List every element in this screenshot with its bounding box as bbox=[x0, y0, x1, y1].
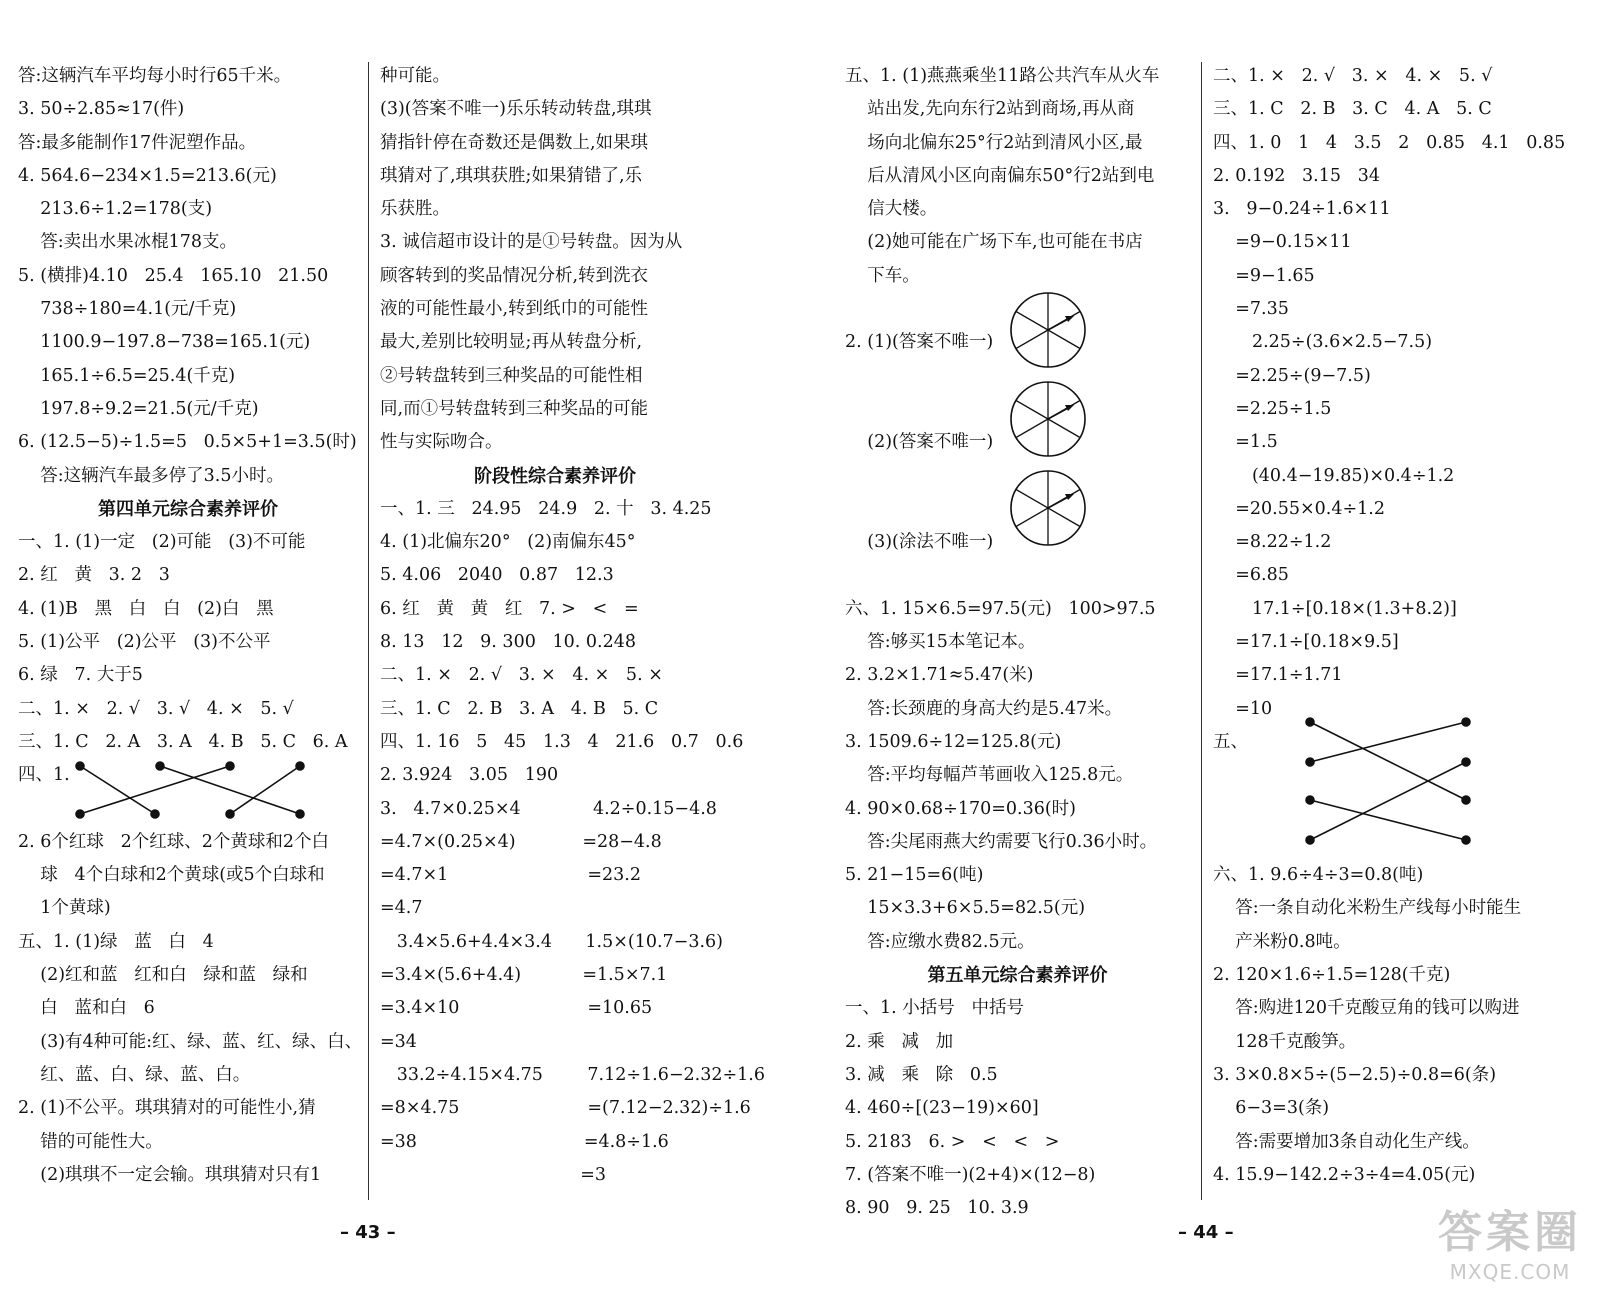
answer-line: 二、1. × 2. √ 3. √ 4. × 5. √ bbox=[18, 698, 294, 719]
answer-line: =9−0.15×11 bbox=[1213, 232, 1352, 253]
answer-line: 三、1. C 2. B 3. A 4. B 5. C bbox=[380, 698, 659, 719]
answer-line: (2)琪琪不一定会输。琪琪猜对只有1 bbox=[18, 1164, 322, 1185]
answer-line: =3.4×(5.6+4.4) =1.5×7.1 bbox=[380, 965, 668, 986]
answer-line: 六、1. 9.6÷4÷3=0.8(吨) bbox=[1213, 865, 1424, 886]
answer-line: 答:长颈鹿的身高大约是5.47米。 bbox=[845, 698, 1123, 719]
answer-line: 7. (答案不唯一)(2+4)×(12−8) bbox=[845, 1164, 1096, 1185]
answer-line: 四、1. bbox=[18, 765, 70, 786]
answer-line: 6. (12.5−5)÷1.5=5 0.5×5+1=3.5(时) bbox=[18, 432, 357, 453]
answer-line: =4.7×1 =23.2 bbox=[380, 865, 641, 886]
answer-line: =4.7×(0.25×4) =28−4.8 bbox=[380, 831, 662, 852]
match-dot bbox=[1306, 836, 1314, 844]
answer-line: 6. 红 黄 黄 红 7. > < = bbox=[380, 598, 639, 619]
answer-line: 答:购进120千克酸豆角的钱可以购进 bbox=[1213, 998, 1520, 1019]
match-dot bbox=[1306, 758, 1314, 766]
answer-line: 8. 90 9. 25 10. 3.9 bbox=[845, 1198, 1029, 1219]
answer-line: 1100.9−197.8−738=165.1(元) bbox=[18, 332, 311, 353]
answer-line: 五、 bbox=[1213, 731, 1248, 752]
match-dot bbox=[226, 810, 234, 818]
answer-line: 2. 0.192 3.15 34 bbox=[1213, 165, 1380, 186]
spinner-wheel-2 bbox=[1008, 379, 1088, 459]
answer-line: 答:尖尾雨燕大约需要飞行0.36小时。 bbox=[845, 831, 1158, 852]
answer-line: 2. 红 黄 3. 2 3 bbox=[18, 565, 170, 586]
match-dot bbox=[76, 810, 84, 818]
answer-line: 3. 50÷2.85≈17(件) bbox=[18, 99, 185, 120]
answer-line: 213.6÷1.2=178(支) bbox=[18, 199, 213, 220]
column-4 bbox=[1213, 60, 1573, 1192]
answer-line: 3. 9−0.24÷1.6×11 bbox=[1213, 199, 1391, 220]
answer-line: 738÷180=4.1(元/千克) bbox=[18, 299, 237, 320]
answer-line: 3. 3×0.8×5÷(5−2.5)÷0.8=6(条) bbox=[1213, 1064, 1497, 1085]
match-dot bbox=[1306, 718, 1314, 726]
answer-line: =6.85 bbox=[1213, 565, 1289, 586]
answer-line: 二、1. × 2. √ 3. × 4. × 5. √ bbox=[1213, 66, 1493, 86]
answer-line: 2. 120×1.6÷1.5=128(千克) bbox=[1213, 965, 1451, 986]
answer-line: 错的可能性大。 bbox=[18, 1131, 163, 1152]
answer-line: 2. 6个红球 2个红球、2个黄球和2个白 bbox=[18, 831, 329, 852]
answer-line: 种可能。 bbox=[380, 66, 450, 86]
answer-line: 性与实际吻合。 bbox=[380, 432, 503, 453]
answer-line: 答:一条自动化米粉生产线每小时能生 bbox=[1213, 898, 1522, 919]
section-heading: 第五单元综合素养评价 bbox=[927, 965, 1108, 987]
answer-line: 四、1. 16 5 45 1.3 4 21.6 0.7 0.6 bbox=[380, 731, 744, 752]
answer-line: (3)(涂法不唯一) bbox=[845, 532, 994, 553]
matching-diagram-right bbox=[1290, 710, 1490, 860]
answer-line: 球 4个白球和2个黄球(或5个白球和 bbox=[18, 865, 325, 886]
answer-line: 站出发,先向东行2站到商场,再从商 bbox=[845, 99, 1135, 120]
answer-line: (3)有4种可能:红、绿、蓝、红、绿、白、 bbox=[18, 1031, 363, 1052]
answer-line: 3. 1509.6÷12=125.8(元) bbox=[845, 731, 1062, 752]
section-heading: 第四单元综合素养评价 bbox=[98, 498, 278, 520]
answer-line: =9−1.65 bbox=[1213, 265, 1315, 286]
answer-line: =2.25÷(9−7.5) bbox=[1213, 365, 1371, 386]
answer-line: 33.2÷4.15×4.75 7.12÷1.6−2.32÷1.6 bbox=[380, 1064, 765, 1085]
answer-line: 4. (1)北偏东20° (2)南偏东45° bbox=[380, 532, 636, 553]
answer-line: 答:平均每幅芦苇画收入125.8元。 bbox=[845, 765, 1134, 786]
answer-line: 1个黄球) bbox=[18, 898, 111, 919]
answer-line: 8. 13 12 9. 300 10. 0.248̇ bbox=[380, 632, 637, 653]
answer-line: 五、1. (1)燕燕乘坐11路公共汽车从火车 bbox=[845, 66, 1160, 86]
answer-line: 后从清风小区向南偏东50°行2站到电 bbox=[845, 165, 1155, 186]
answer-line: 红、蓝、白、绿、蓝、白。 bbox=[18, 1064, 251, 1085]
match-dot bbox=[1462, 796, 1470, 804]
answer-line: 答:这辆汽车平均每小时行65千米。 bbox=[18, 66, 292, 86]
match-dot bbox=[1462, 836, 1470, 844]
match-dot bbox=[156, 762, 164, 770]
spinner-wheel-3 bbox=[1008, 468, 1088, 548]
answer-line: (2)她可能在广场下车,也可能在书店 bbox=[845, 232, 1143, 253]
match-dot bbox=[1306, 796, 1314, 804]
answer-line: =17.1÷[0.18×9.5] bbox=[1213, 632, 1399, 653]
answer-line: =34 bbox=[380, 1031, 417, 1052]
answer-line: 猜指针停在奇数还是偶数上,如果琪 bbox=[380, 132, 649, 153]
answer-line: 同,而①号转盘转到三种奖品的可能 bbox=[380, 398, 649, 419]
answer-line: 4. 15.9−142.2÷3÷4=4.05(元) bbox=[1213, 1164, 1476, 1185]
answer-line: =8×4.75 =(7.12−2.32)÷1.6 bbox=[380, 1098, 751, 1119]
answer-line: 6. 绿 7. 大于5 bbox=[18, 665, 143, 686]
answer-line: 答:需要增加3条自动化生产线。 bbox=[1213, 1131, 1480, 1152]
answer-line: 5. (1)公平 (2)公平 (3)不公平 bbox=[18, 632, 271, 653]
answer-line: =1.5 bbox=[1213, 432, 1278, 453]
match-dot bbox=[296, 762, 304, 770]
answer-line: 二、1. × 2. √ 3. × 4. × 5. × bbox=[380, 665, 663, 686]
answer-line: =8.22÷1.2 bbox=[1213, 532, 1332, 553]
answer-line: 答:卖出水果冰棍178支。 bbox=[18, 232, 238, 253]
answer-line: (2)(答案不唯一) bbox=[845, 432, 994, 453]
answer-line: 17.1÷[0.18×(1.3+8.2)] bbox=[1213, 598, 1457, 619]
answer-line: 五、1. (1)绿 蓝 白 4 bbox=[18, 931, 214, 952]
spinner-wheel-1 bbox=[1008, 290, 1088, 370]
answer-line: 3.4×5.6+4.4×3.4 1.5×(10.7−3.6) bbox=[380, 931, 723, 952]
column-divider bbox=[368, 62, 369, 1200]
answer-line: 三、1. C 2. A 3. A 4. B 5. C 6. A bbox=[18, 731, 348, 752]
answer-line: 乐获胜。 bbox=[380, 199, 450, 220]
column-divider bbox=[1201, 62, 1202, 1200]
answer-line: 答:应缴水费82.5元。 bbox=[845, 931, 1035, 952]
answer-line: =3 bbox=[380, 1164, 607, 1185]
answer-line: 下车。 bbox=[845, 265, 920, 286]
answer-line: 场向北偏东25°行2站到清风小区,最 bbox=[845, 132, 1143, 153]
answer-line: 液的可能性最小,转到纸巾的可能性 bbox=[380, 299, 649, 320]
column-3 bbox=[845, 60, 1190, 1225]
answer-line: 165.1÷6.5=25.4(千克) bbox=[18, 365, 236, 386]
answer-line: 6−3=3(条) bbox=[1213, 1098, 1330, 1119]
answer-line: 六、1. 15×6.5=97.5(元) 100>97.5 bbox=[845, 598, 1156, 619]
answer-line: 3. 诚信超市设计的是①号转盘。因为从 bbox=[380, 232, 683, 253]
answer-line: 4. 564.6−234×1.5=213.6(元) bbox=[18, 165, 277, 186]
answer-line: =3.4×10 =10.65 bbox=[380, 998, 653, 1019]
answer-line: 2. (1)(答案不唯一) bbox=[845, 332, 994, 353]
answer-line: =7.35 bbox=[1213, 299, 1289, 320]
answer-line: =4.7 bbox=[380, 898, 423, 919]
answer-line: (3)(答案不唯一)乐乐转动转盘,琪琪 bbox=[380, 99, 652, 120]
answer-line: 4. (1)B 黑 白 白 (2)白 黑 bbox=[18, 598, 274, 619]
answer-line: 3. 4.7×0.25×4 4.2÷0.15−4.8 bbox=[380, 798, 717, 819]
answer-line: 4. 90×0.68÷170=0.36(时) bbox=[845, 798, 1077, 819]
match-dot bbox=[296, 810, 304, 818]
answer-line: 信大楼。 bbox=[845, 199, 938, 220]
answer-line: 2. (1)不公平。琪琪猜对的可能性小,猜 bbox=[18, 1098, 316, 1119]
answer-line: 5. (横排)4.10 25.4 165.10 21.50 bbox=[18, 265, 329, 286]
answer-line: 197.8÷9.2=21.5(元/千克) bbox=[18, 398, 259, 419]
answer-line: 5. 21−15=6(吨) bbox=[845, 865, 984, 886]
answer-line: 最大,差别比较明显;再从转盘分析, bbox=[380, 332, 643, 353]
answer-line: 128千克酸笋。 bbox=[1213, 1031, 1357, 1052]
answer-line: 产米粉0.8吨。 bbox=[1213, 931, 1351, 952]
answer-line: =10 bbox=[1213, 698, 1273, 719]
answer-line: 琪猜对了,琪琪获胜;如果猜错了,乐 bbox=[380, 165, 643, 186]
match-dot bbox=[151, 810, 159, 818]
answer-line: 2.25÷(3.6×2.5−7.5) bbox=[1213, 332, 1433, 353]
answer-line: 2. 3.2×1.71≈5.47(米) bbox=[845, 665, 1034, 686]
match-dot bbox=[1462, 758, 1470, 766]
answer-line: 顾客转到的奖品情况分析,转到洗衣 bbox=[380, 265, 649, 286]
answer-line: 2. 乘 减 加 bbox=[845, 1031, 954, 1052]
answer-line: 三、1. C 2. B 3. C 4. A 5. C bbox=[1213, 99, 1492, 120]
answer-line: 5. 2183 6. > < < > bbox=[845, 1131, 1060, 1152]
match-dot bbox=[226, 762, 234, 770]
column-2 bbox=[380, 60, 765, 1192]
answer-line: 一、1. 小括号 中括号 bbox=[845, 998, 1024, 1019]
answer-line: 4. 460÷[(23−19)×60] bbox=[845, 1098, 1039, 1119]
answer-line: =20.55×0.4÷1.2 bbox=[1213, 498, 1386, 519]
answer-line: 一、1. (1)一定 (2)可能 (3)不可能 bbox=[18, 532, 306, 553]
answer-line: 答:够买15本笔记本。 bbox=[845, 632, 1036, 653]
answer-line: 5. 4.06 2040 0.87 12.3 bbox=[380, 565, 614, 586]
answer-line: (2)红和蓝 红和白 绿和蓝 绿和 bbox=[18, 965, 308, 986]
answer-line: =38 =4.8÷1.6 bbox=[380, 1131, 669, 1152]
section-heading: 阶段性综合素养评价 bbox=[474, 465, 636, 487]
answer-line bbox=[845, 559, 1190, 592]
answer-line: 四、1. 0 1 4 3.5 2 0.85 4.1 0.85 bbox=[1213, 132, 1566, 153]
page-number-left: – 43 – bbox=[340, 1222, 396, 1243]
answer-line: 答:最多能制作17件泥塑作品。 bbox=[18, 132, 257, 153]
page-number-right: – 44 – bbox=[1178, 1222, 1234, 1243]
column-1 bbox=[18, 60, 363, 1192]
match-dot bbox=[76, 762, 84, 770]
answer-line: 答:这辆汽车最多停了3.5小时。 bbox=[18, 465, 284, 486]
matching-diagram-left bbox=[60, 754, 320, 824]
match-dot bbox=[1462, 718, 1470, 726]
answer-line: =2.25÷1.5 bbox=[1213, 398, 1332, 419]
watermark-logo: 答案圈 MXQE.COM bbox=[1438, 1207, 1582, 1284]
answer-line: =17.1÷1.71 bbox=[1213, 665, 1343, 686]
answer-line: 白 蓝和白 6 bbox=[18, 998, 155, 1019]
answer-line: (40.4−19.85)×0.4÷1.2 bbox=[1213, 465, 1455, 486]
answer-line: ②号转盘转到三种奖品的可能性相 bbox=[380, 365, 643, 386]
answer-line: 一、1. 三 24.95 24.9 2. 十 3. 4.25 bbox=[380, 498, 712, 519]
answer-line: 15×3.3+6×5.5=82.5(元) bbox=[845, 898, 1086, 919]
answer-line: 2. 3.924 3.05 190 bbox=[380, 765, 559, 786]
answer-line: 3. 减 乘 除 0.5 bbox=[845, 1064, 998, 1085]
